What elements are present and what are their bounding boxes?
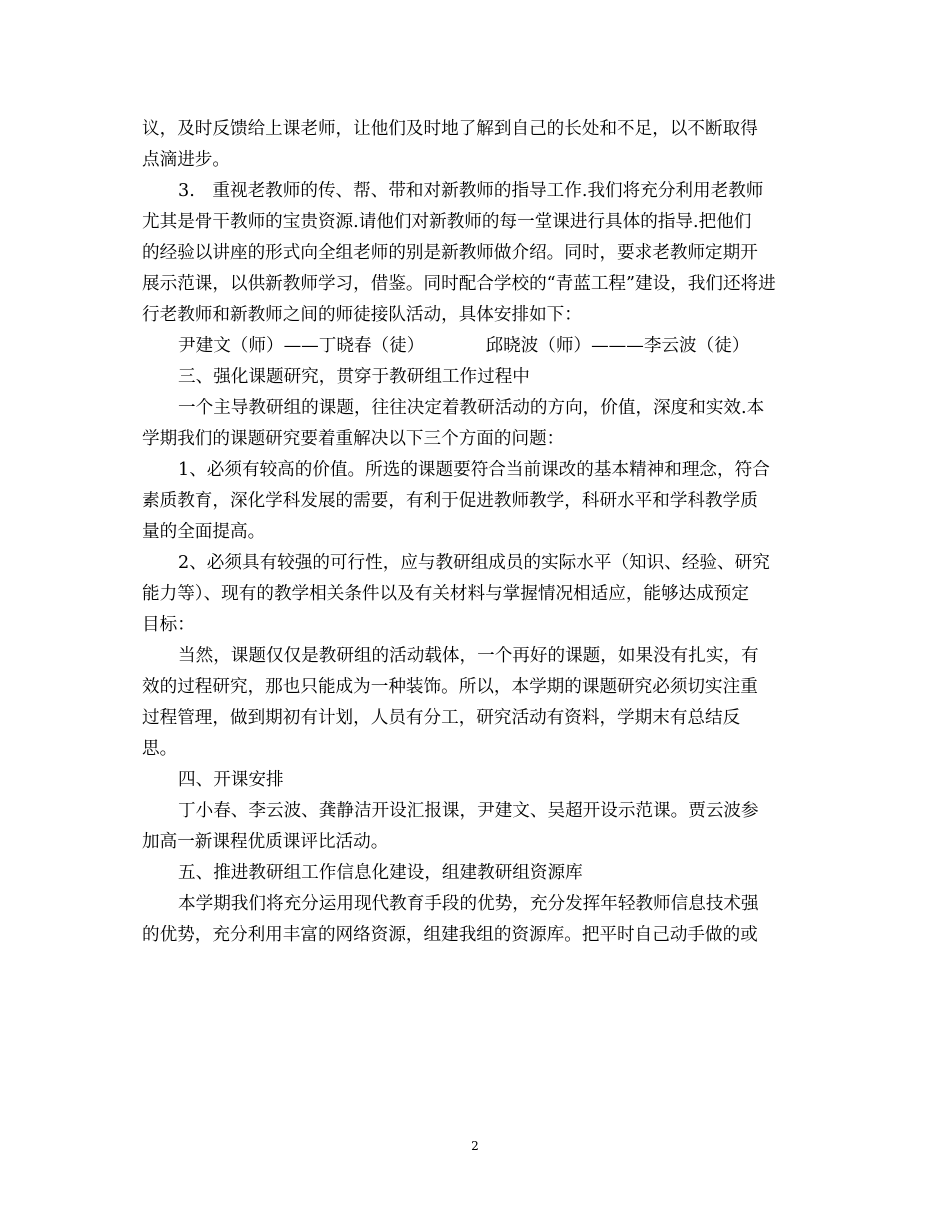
section-heading: 三、强化课题研究，贯穿于教研组工作过程中 xyxy=(178,367,530,387)
text-line: 的经验以讲座的形式向全组老师的别是新教师做介绍。同时，要求老教师定期开 xyxy=(142,243,758,263)
text-line: 的优势，充分利用丰富的网络资源，组建我组的资源库。把平时自己动手做的或 xyxy=(142,925,758,945)
paragraph-block-2 xyxy=(142,362,814,951)
text-line: 能力等）、现有的教学相关条件以及有关材料与掌握情况相适应，能够达成预定 xyxy=(142,584,749,604)
text-line: 3. 重视老教师的传、帮、带和对新教师的指导工作.我们将充分利用老教师 xyxy=(178,181,764,201)
text-line: 尤其是骨干教师的宝贵资源.请他们对新教师的每一堂课进行具体的指导.把他们 xyxy=(142,212,752,232)
text-line: 加高一新课程优质课评比活动。 xyxy=(142,832,389,852)
paragraph-block-1 xyxy=(142,114,814,362)
mentor-pairs-line xyxy=(142,331,814,362)
text-line: 效的过程研究，那也只能成为一种装饰。所以，本学期的课题研究必须切实注重 xyxy=(142,677,758,697)
text-line: 1、必须有较高的价值。所选的课题要符合当前课改的基本精神和理念，符合 xyxy=(178,460,770,480)
section-heading: 五、推进教研组工作信息化建设，组建教研组资源库 xyxy=(178,863,583,883)
text-line: 展示范课，以供新教师学习，借鉴。同时配合学校的“青蓝工程”建设，我们还将进 xyxy=(142,274,776,294)
text-line: 过程管理，做到期初有计划，人员有分工，研究活动有资料，学期末有总结反 xyxy=(142,708,741,728)
text-line: 议，及时反馈给上课老师，让他们及时地了解到自己的长处和不足，以不断取得 xyxy=(142,119,758,139)
text-line: 当然，课题仅仅是教研组的活动载体，一个再好的课题，如果没有扎实，有 xyxy=(178,646,759,666)
document-body xyxy=(142,114,814,951)
page-number: 2 xyxy=(471,1139,479,1153)
text-line: 学期我们的课题研究要着重解决以下三个方面的问题： xyxy=(142,429,565,449)
text-line: 行老教师和新教师之间的师徒接队活动，具体安排如下： xyxy=(142,305,582,325)
text-line: 素质教育，深化学科发展的需要，有利于促进教师教学，科研水平和学科教学质 xyxy=(142,491,758,511)
section-heading: 四、开课安排 xyxy=(178,770,284,790)
text-line: 思。 xyxy=(142,739,178,759)
text-line: 2、必须具有较强的可行性，应与教研组成员的实际水平（知识、经验、研究 xyxy=(178,553,770,573)
text-line: 本学期我们将充分运用现代教育手段的优势，充分发挥年轻教师信息技术强 xyxy=(178,894,759,914)
text-line: 量的全面提高。 xyxy=(142,522,266,542)
text-line: 一个主导教研组的课题，往往决定着教研活动的方向，价值，深度和实效.本 xyxy=(178,398,765,418)
text-line: 丁小春、李云波、龚静洁开设汇报课，尹建文、吴超开设示范课。贾云波参 xyxy=(178,801,759,821)
mentor-pair-second: 邱晓波（师）———李云波（徒） xyxy=(485,336,750,356)
text-line: 点滴进步。 xyxy=(142,150,230,170)
mentor-pair-first: 尹建文（师）——丁晓春（徒） xyxy=(178,336,425,356)
text-line: 目标： xyxy=(142,615,195,635)
